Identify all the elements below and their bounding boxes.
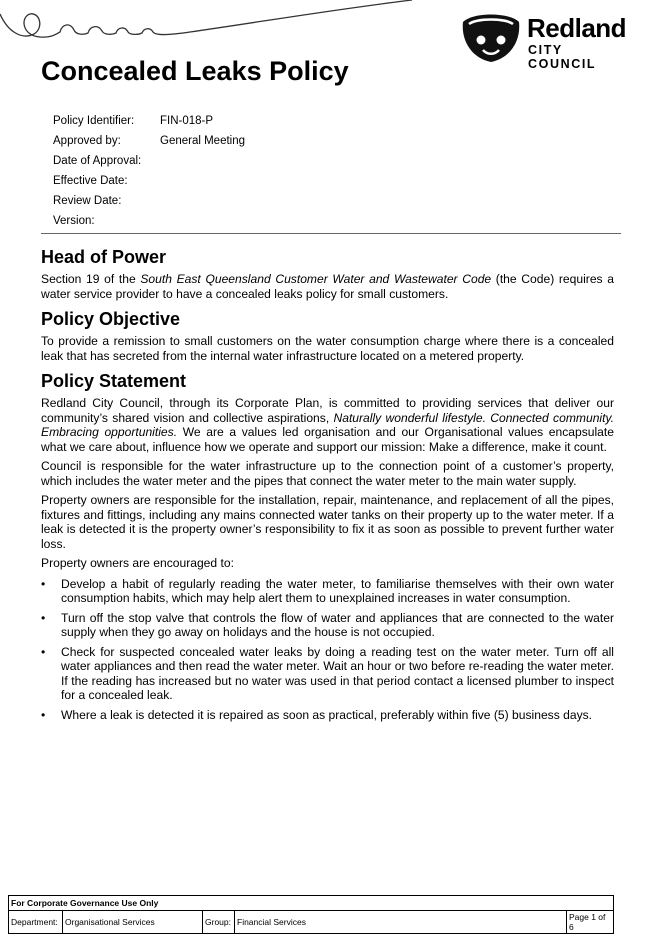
meta-value: General Meeting xyxy=(160,135,246,147)
department-value: Organisational Services xyxy=(63,911,203,934)
list-item: • Check for suspected concealed water leaks by doing a reading test on the water meter. Turn off all water appliances and then read the water meter. Wait an hour or two before re-reading the water meter. If the reading has increased but no water was used in that period contact a licensed plumber to inspect for a concealed leak. xyxy=(41,645,614,703)
meta-row xyxy=(53,115,245,135)
paragraph: Property owners are responsible for the installation, repair, maintenance, and replacement of all the pipes, fixtures and fittings, including any mains connected water tanks on their property up to the water meter. If a leak is detected it is the property owner’s responsibility to fix it as soon as possible to prevent further water loss. xyxy=(41,493,614,551)
page-title: Concealed Leaks Policy xyxy=(41,56,349,86)
meta-row xyxy=(53,175,245,195)
section-policy-statement xyxy=(41,370,614,722)
meta-label: Policy Identifier: xyxy=(53,115,135,127)
section-heading: Policy Objective xyxy=(41,309,181,329)
logo-name: Redland xyxy=(527,13,627,43)
council-logo xyxy=(459,10,634,71)
meta-label: Date of Approval: xyxy=(53,155,142,167)
meta-row xyxy=(53,195,245,215)
paragraph: Property owners are encouraged to: xyxy=(41,556,234,570)
code-title: South East Queensland Customer Water and Wastewater Code xyxy=(140,272,492,286)
header-decoration xyxy=(0,0,420,42)
meta-label: Version: xyxy=(53,215,95,227)
section-heading: Head of Power xyxy=(41,247,167,267)
vision-statement: Naturally wonderful lifestyle. Connected community. Embracing opportunities. xyxy=(41,410,614,439)
text-run: (the Code) requires a water service provider to have a concealed leaks policy for small customers. xyxy=(41,272,614,301)
meta-label: Approved by: xyxy=(53,135,121,147)
divider xyxy=(41,233,621,234)
meta-label: Effective Date: xyxy=(53,175,128,187)
paragraph: Council is responsible for the water infrastructure up to the connection point of a customer’s property, which includes the water meter and the pipes that connect the water meter to the main water supply. xyxy=(41,459,614,488)
text-run: Section 19 of the xyxy=(41,272,141,286)
governance-footer xyxy=(8,895,614,934)
group-value: Financial Services xyxy=(235,911,567,934)
meta-row xyxy=(53,135,245,155)
footer-heading: For Corporate Governance Use Only xyxy=(9,896,614,911)
paragraph xyxy=(41,396,614,454)
text-run: Redland City Council, through its Corporate Plan, is committed to providing services that deliver our community’s shared vision and collective aspirations, xyxy=(41,396,614,425)
section-head-of-power xyxy=(41,246,614,301)
section-policy-objective xyxy=(41,308,614,363)
policy-body xyxy=(41,246,614,727)
council-emblem-icon xyxy=(459,10,523,64)
paragraph xyxy=(41,272,614,301)
logo-subtitle: CITY COUNCIL xyxy=(528,43,597,71)
bullet-list xyxy=(41,577,614,723)
section-heading: Policy Statement xyxy=(41,371,187,391)
list-item: • Where a leak is detected it is repaired as soon as practical, preferably within five (5) business days. xyxy=(41,708,614,723)
text-run: We are a values led organisation and our Organisational values encapsulate what we care about, influence how we operate and support our mission: Make a difference, make it count. xyxy=(41,425,614,454)
paragraph: To provide a remission to small customers on the water consumption charge where there is a concealed leak that has secreted from the internal water infrastructure located on a metered property. xyxy=(41,334,614,363)
list-item: • Turn off the stop valve that controls the flow of water and appliances that are connected to the water supply when they go away on holidays and the house is not occupied. xyxy=(41,611,614,640)
meta-label: Review Date: xyxy=(53,195,122,207)
policy-metadata xyxy=(53,115,245,235)
meta-row xyxy=(53,155,245,175)
page-number: Page 1 of 6 xyxy=(567,911,614,934)
meta-row xyxy=(53,215,245,235)
group-label: Group: xyxy=(203,911,235,934)
department-label: Department: xyxy=(9,911,63,934)
meta-value: FIN-018-P xyxy=(160,115,214,127)
list-item: • Develop a habit of regularly reading the water meter, to familiarise themselves with their own water consumption habits, which may help alert them to unexplained increases in water consumption. xyxy=(41,577,614,606)
